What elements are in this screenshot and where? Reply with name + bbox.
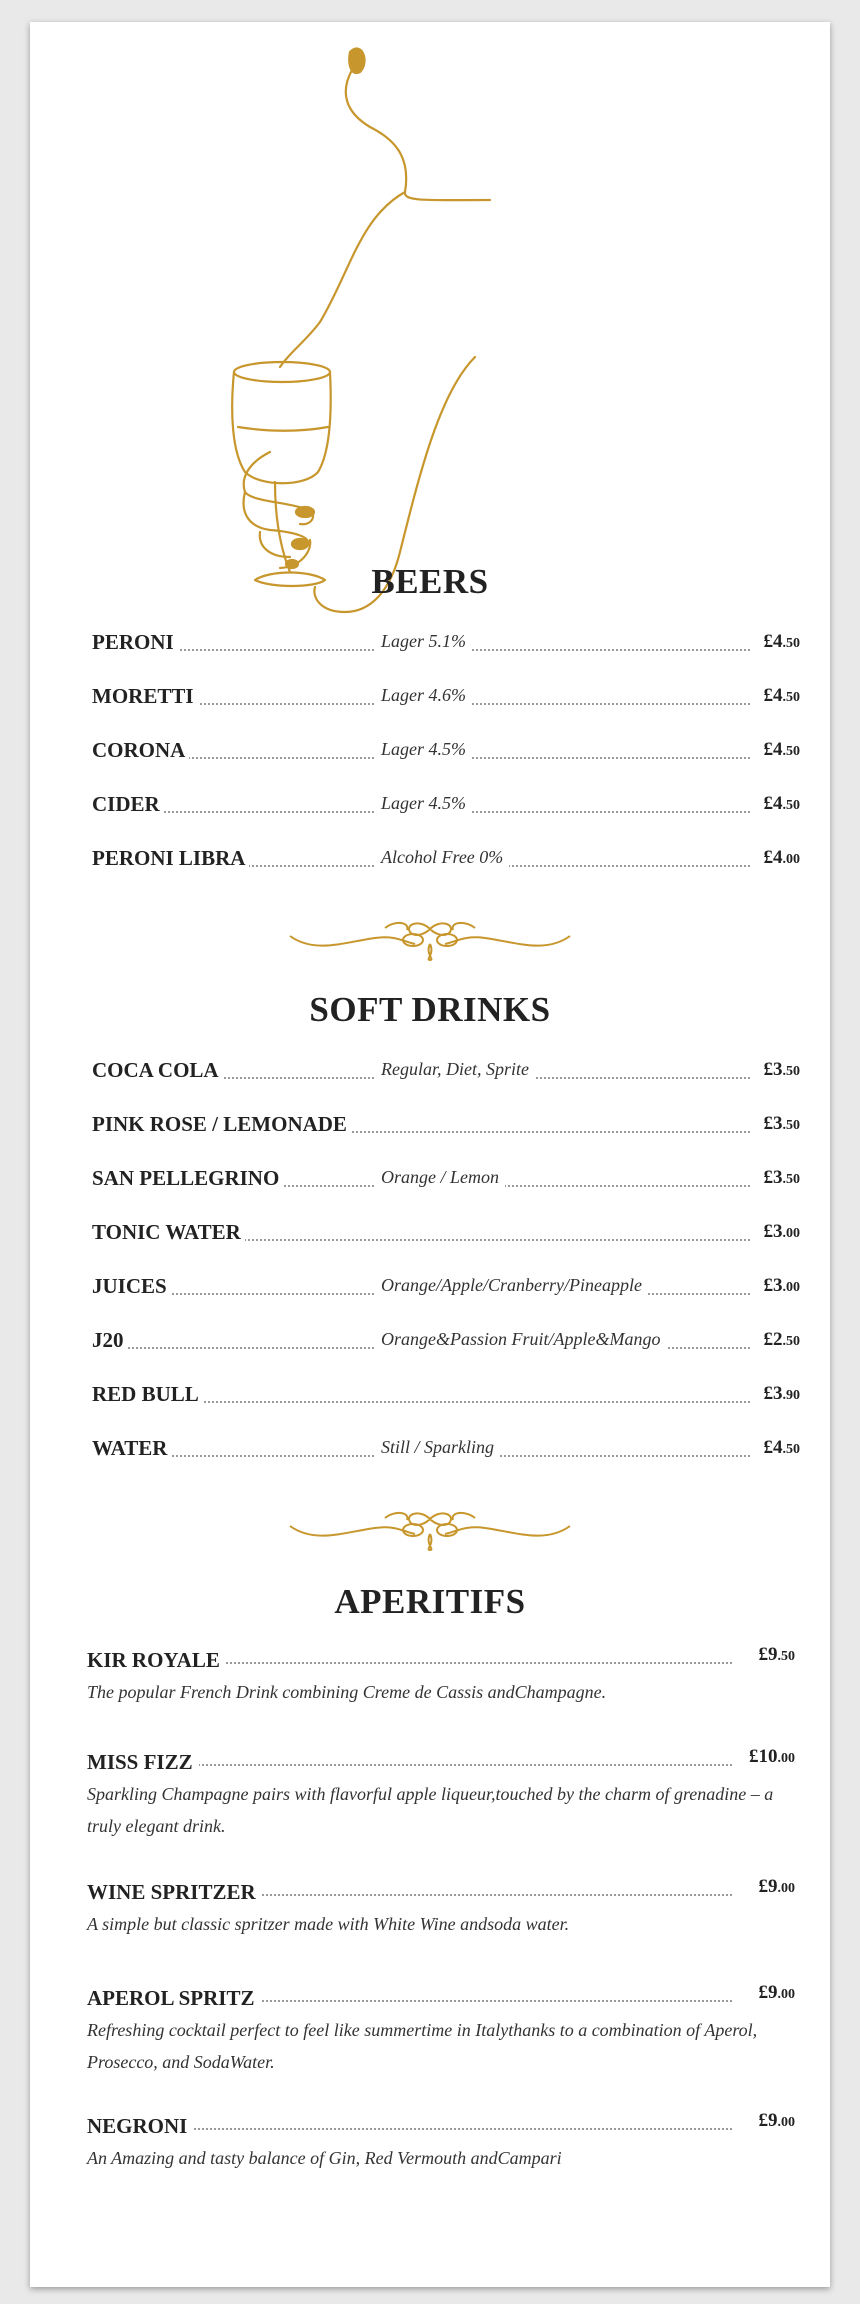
- item-desc: A simple but classic spritzer made with White Wine andsoda water.: [87, 1914, 570, 1934]
- item-name: APEROL SPRITZ: [87, 1986, 260, 2011]
- menu-item: [92, 1382, 800, 1412]
- menu-item: [92, 1058, 800, 1088]
- item-price: £3.00: [763, 1275, 800, 1296]
- item-desc: Refreshing cocktail perfect to feel like summertime in Italythanks to a combination of Aperol, Prosecco, and SodaWater.: [87, 2020, 758, 2072]
- item-price: £4.50: [763, 631, 800, 652]
- item-price: £3.50: [763, 1059, 800, 1080]
- menu-item: [92, 792, 800, 822]
- item-name: WINE SPRITZER: [87, 1880, 262, 1905]
- item-name: JUICES: [92, 1274, 171, 1299]
- menu-card: [30, 22, 830, 2287]
- item-price: £4.50: [763, 793, 800, 814]
- item-desc: An Amazing and tasty balance of Gin, Red Vermouth andCampari: [87, 2148, 562, 2168]
- item-desc: Orange&Passion Fruit/Apple&Mango: [375, 1329, 666, 1350]
- menu-item: [92, 630, 800, 660]
- aperitif-item: [87, 2110, 807, 2174]
- section-title-aperitifs: APERITIFS: [334, 1582, 526, 1621]
- item-price: £9.00: [758, 2110, 795, 2131]
- item-price: £9.50: [758, 1644, 795, 1665]
- item-desc: Orange/Apple/Cranberry/Pineapple: [375, 1275, 648, 1296]
- menu-item: [92, 1112, 800, 1142]
- item-desc: Still / Sparkling: [375, 1437, 500, 1458]
- item-name: PERONI: [92, 630, 178, 655]
- item-name: SAN PELLEGRINO: [92, 1166, 283, 1191]
- section-title-soft-drinks: SOFT DRINKS: [309, 990, 551, 1029]
- item-desc: Regular, Diet, Sprite: [375, 1059, 535, 1080]
- item-desc: Lager 4.5%: [375, 739, 472, 760]
- item-name: CIDER: [92, 792, 164, 817]
- aperitif-item: [87, 1982, 807, 2078]
- menu-item: [92, 1436, 800, 1466]
- item-price: £9.00: [758, 1982, 795, 2003]
- menu-item: [92, 1166, 800, 1196]
- item-price: £4.50: [763, 739, 800, 760]
- item-name: WATER: [92, 1436, 171, 1461]
- item-price: £3.00: [763, 1221, 800, 1242]
- item-price: £4.00: [763, 847, 800, 868]
- menu-item: [92, 846, 800, 876]
- flourish-icon: [285, 1504, 575, 1554]
- menu-item: [92, 738, 800, 768]
- menu-item: [92, 1220, 800, 1250]
- item-price: £3.50: [763, 1167, 800, 1188]
- item-name: NEGRONI: [87, 2114, 193, 2139]
- aperitif-item: [87, 1876, 807, 1940]
- item-desc: Lager 4.6%: [375, 685, 472, 706]
- item-desc: Orange / Lemon: [375, 1167, 505, 1188]
- item-name: MISS FIZZ: [87, 1750, 199, 1775]
- item-price: £4.50: [763, 685, 800, 706]
- item-name: TONIC WATER: [92, 1220, 245, 1245]
- item-price: £3.90: [763, 1383, 800, 1404]
- wine-glass-hand-icon: [200, 32, 530, 632]
- item-price: £9.00: [758, 1876, 795, 1897]
- item-name: J20: [92, 1328, 128, 1353]
- item-desc: The popular French Drink combining Creme de Cassis andChampagne.: [87, 1682, 607, 1702]
- section-title-beers: BEERS: [371, 562, 489, 601]
- menu-item: [92, 684, 800, 714]
- item-name: KIR ROYALE: [87, 1648, 226, 1673]
- aperitif-item: [87, 1746, 807, 1842]
- flourish-icon: [285, 914, 575, 964]
- item-name: PERONI LIBRA: [92, 846, 249, 871]
- item-desc: Sparkling Champagne pairs with flavorful apple liqueur,touched by the charm of grenadine – a truly elegant drink.: [87, 1784, 774, 1836]
- item-name: PINK ROSE / LEMONADE: [92, 1112, 351, 1137]
- item-desc: Lager 5.1%: [375, 631, 472, 652]
- item-price: £3.50: [763, 1113, 800, 1134]
- item-price: £4.50: [763, 1437, 800, 1458]
- item-name: COCA COLA: [92, 1058, 223, 1083]
- item-desc: Lager 4.5%: [375, 793, 472, 814]
- menu-item: [92, 1274, 800, 1304]
- item-name: RED BULL: [92, 1382, 203, 1407]
- item-name: MORETTI: [92, 684, 198, 709]
- menu-item: [92, 1328, 800, 1358]
- item-price: £10.00: [749, 1746, 795, 1767]
- item-desc: Alcohol Free 0%: [375, 847, 509, 868]
- item-price: £2.50: [763, 1329, 800, 1350]
- item-name: CORONA: [92, 738, 189, 763]
- aperitif-item: [87, 1644, 807, 1708]
